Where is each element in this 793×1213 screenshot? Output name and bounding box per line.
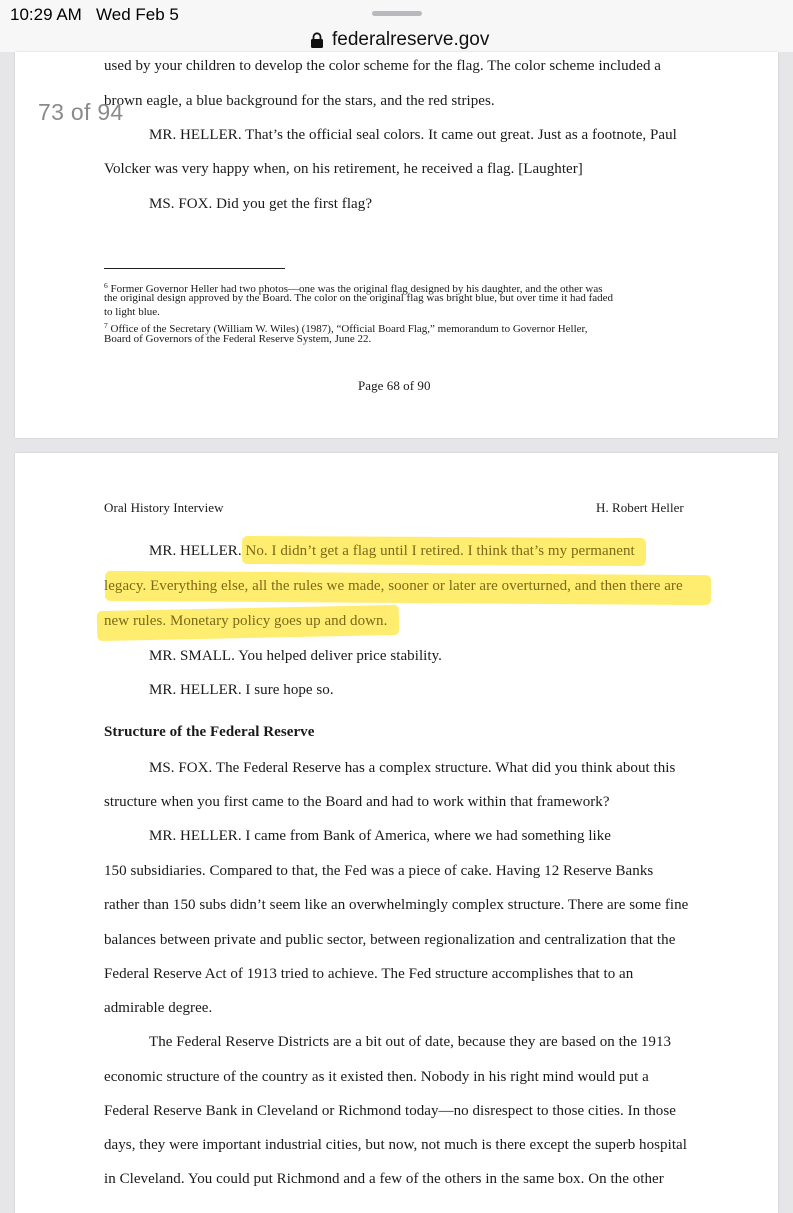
text-line: admirable degree. (104, 1000, 213, 1016)
pdf-page-69 (15, 453, 778, 1213)
page-counter: 73 of 94 (38, 99, 124, 125)
text-line: MR. SMALL. You helped deliver price stability. (149, 648, 442, 664)
text-line: Federal Reserve Act of 1913 tried to achieve. The Fed structure accomplishes that to an (104, 966, 634, 982)
footnote-6-line: to light blue. (104, 306, 160, 318)
footnote-7-line: Board of Governors of the Federal Reserve System, June 22. (104, 333, 372, 345)
status-time: 10:29 AM Wed Feb 5 (10, 5, 179, 24)
footnote-rule (104, 268, 285, 269)
section-heading: Structure of the Federal Reserve (104, 724, 315, 740)
footnote-6: $^6$ Former Governor Heller had two photos—one was the original flag designed by his daughter, and the other was (104, 281, 603, 295)
text-line: structure when you first came to the Board and had to work within that framework? (104, 794, 610, 810)
pdf-page-68 (15, 52, 778, 438)
running-header-left: Oral History Interview (104, 500, 224, 515)
text-line: Volcker was very happy when, on his retirement, he received a flag. [Laughter] (104, 161, 583, 177)
text-line: MR. HELLER. That’s the official seal colors. It came out great. Just as a footnote, Paul (149, 127, 677, 143)
highlighted-text: new rules. Monetary policy goes up and down. (104, 613, 388, 629)
text-line: MR. HELLER. I came from Bank of America, where we had something like (149, 828, 612, 844)
running-header-right: H. Robert Heller (596, 500, 684, 515)
text-line: MR. HELLER. I sure hope so. (149, 682, 334, 698)
page-number: Page 68 of 90 (358, 378, 431, 393)
highlighted-text: legacy. Everything else, all the rules we made, sooner or later are overturned, and then there are (104, 578, 683, 594)
footnote-6-line: the original design approved by the Board. The color on the original flag was bright blue, but over time it had faded (104, 292, 614, 304)
lock-icon (310, 32, 324, 48)
text-line: The Federal Reserve Districts are a bit out of date, because they are based on the 1913 (149, 1034, 672, 1050)
text-line: economic structure of the country as it existed then. Nobody in his right mind would put a (104, 1069, 649, 1085)
status-bar (0, 0, 793, 28)
text-line: used by your children to develop the color scheme for the flag. The color scheme included a (104, 58, 662, 74)
footnote-7: $^7$ Office of the Secretary (William W. Wiles) (1987), “Official Board Flag,” memorandum to Governor Heller, (104, 321, 588, 335)
address-bar[interactable] (0, 28, 793, 52)
text-line (149, 543, 635, 560)
text-line: days, they were important industrial cities, but now, not much is there except the superb hospital (104, 1137, 687, 1153)
text-line: MS. FOX. Did you get the first flag? (149, 196, 373, 212)
text-line: rather than 150 subs didn’t seem like an overwhelmingly complex structure. There are some fine (104, 897, 689, 913)
text-line: Federal Reserve Bank in Cleveland or Richmond today—no disrespect to those cities. In those (104, 1103, 676, 1119)
url-text[interactable]: federalreserve.gov (332, 29, 490, 50)
highlighted-text: No. I didn’t get a flag until I retired. I think that’s my permanent (245, 543, 635, 559)
multitasking-grabber[interactable] (372, 11, 422, 16)
text-line: in Cleveland. You could put Richmond and a few of the others in the same box. On the other (104, 1171, 664, 1187)
text-line: brown eagle, a blue background for the stars, and the red stripes. (104, 93, 495, 109)
speaker-label: MR. HELLER. (149, 543, 242, 559)
text-line: MS. FOX. The Federal Reserve has a complex structure. What did you think about this (149, 760, 676, 776)
text-line: 150 subsidiaries. Compared to that, the Fed was a piece of cake. Having 12 Reserve Banks (104, 863, 654, 879)
text-line: balances between private and public sector, between regionalization and centralization that the (104, 932, 676, 948)
